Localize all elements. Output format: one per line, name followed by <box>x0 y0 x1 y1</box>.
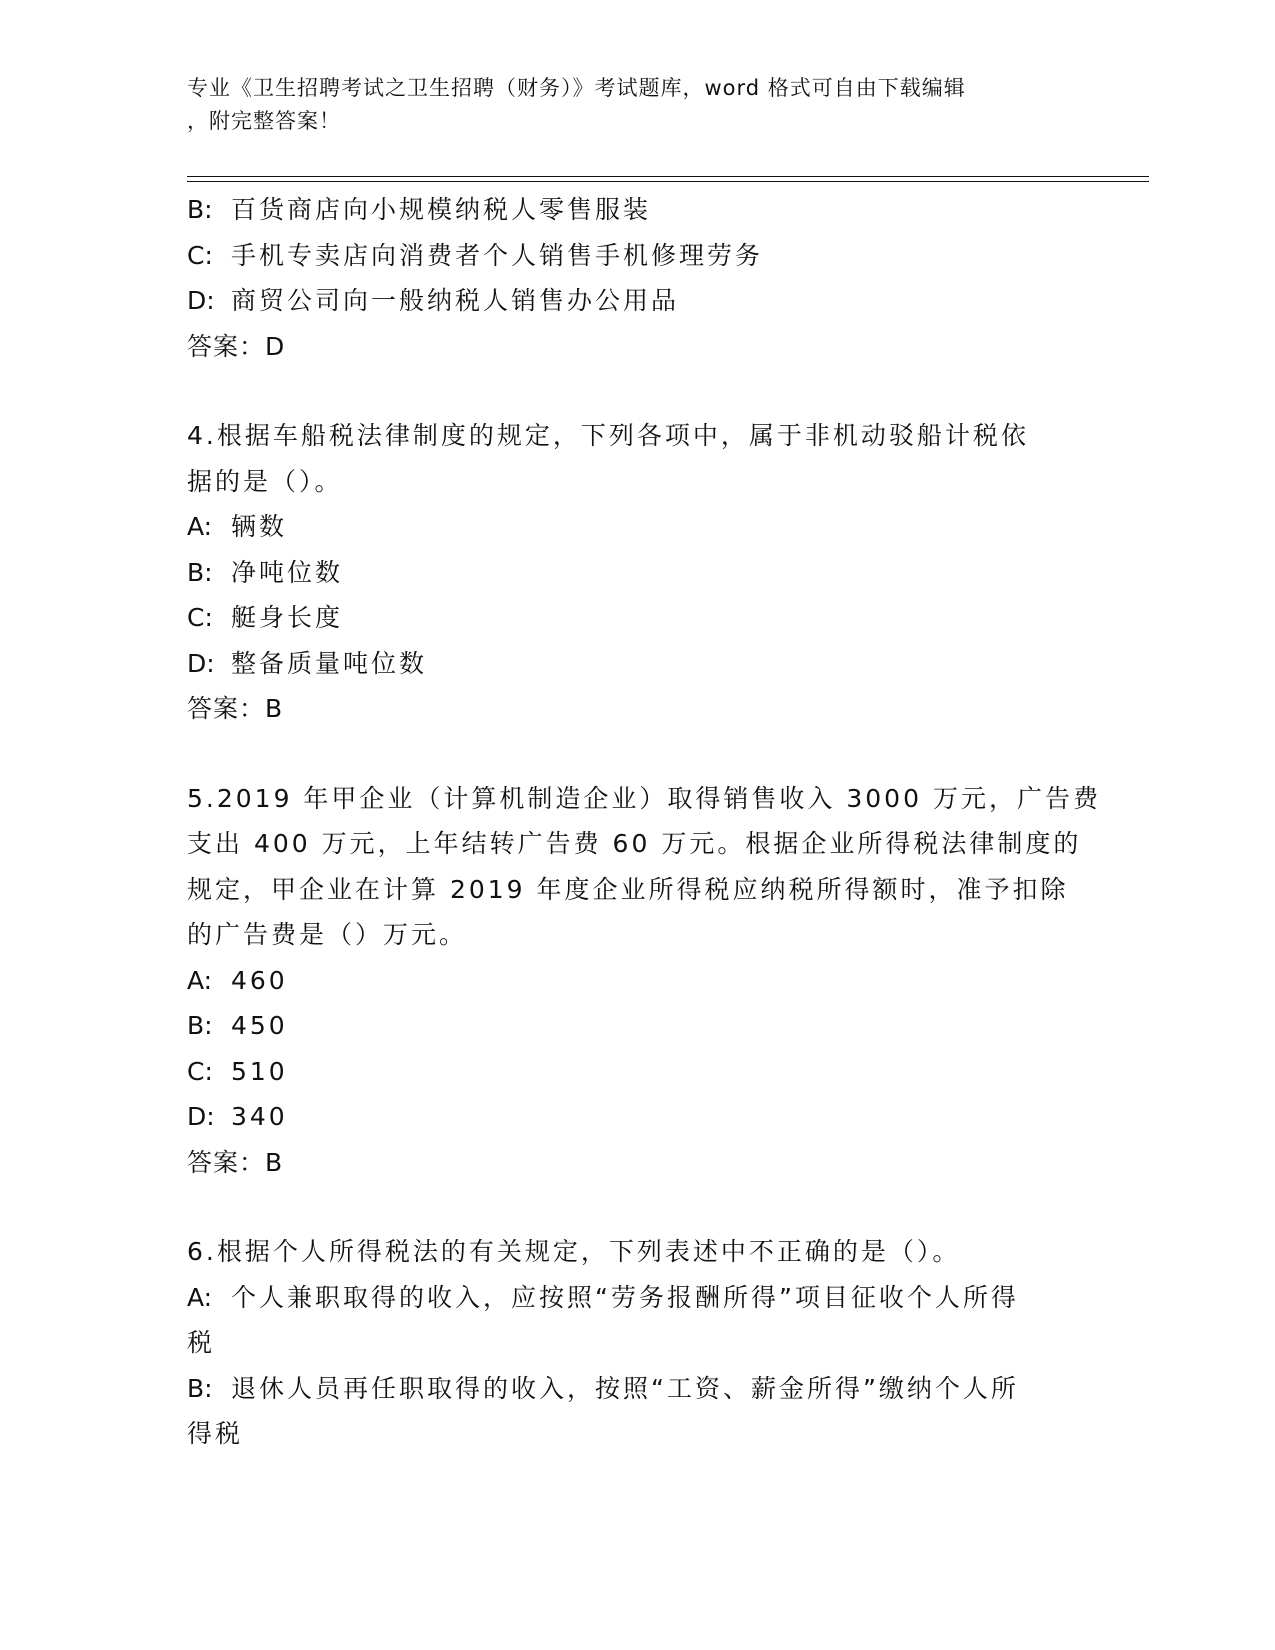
question-content <box>187 187 1101 1457</box>
q3-option-b <box>187 187 1087 233</box>
q5-option-b <box>187 1003 1087 1049</box>
header-line-1: 专业《卫生招聘考试之卫生招聘（财务）》考试题库，word 格式可自由下载编辑 <box>187 76 966 100</box>
header-divider-bottom <box>187 181 1149 182</box>
option-text: 退休人员再任职取得的收入，按照“工资、薪金所得”缴纳个人所 <box>231 1373 1019 1403</box>
option-text: 460 <box>231 965 288 995</box>
q5-option-c <box>187 1049 1087 1095</box>
option-label: B: <box>187 1373 213 1403</box>
option-label: D: <box>187 1102 215 1131</box>
q6-option-b-line-2: 得税 <box>187 1419 244 1448</box>
option-text: 艇身长度 <box>231 603 344 632</box>
option-label: B: <box>187 557 213 587</box>
q6-option-a-line-2: 税 <box>187 1328 216 1357</box>
header-divider-top <box>187 176 1149 177</box>
q5-option-d <box>187 1094 1087 1140</box>
q4-stem-line-1: 4.根据车船税法律制度的规定，下列各项中，属于非机动驳船计税依 <box>187 421 1029 450</box>
q4-option-b <box>187 550 1087 596</box>
spacer <box>187 369 1087 413</box>
q5-option-a <box>187 958 1087 1004</box>
q4-answer: 答案：B <box>187 694 284 723</box>
q4-stem-line-2: 据的是（）。 <box>187 466 343 496</box>
option-text: 450 <box>231 1011 288 1040</box>
option-label: A: <box>187 965 213 995</box>
option-text: 辆数 <box>231 512 288 541</box>
option-label: B: <box>187 1011 213 1040</box>
q4-option-a <box>187 504 1087 550</box>
option-label: C: <box>187 240 213 270</box>
option-text: 商贸公司向一般纳税人销售办公用品 <box>231 286 680 315</box>
option-label: D: <box>187 286 215 315</box>
option-label: B: <box>187 195 213 224</box>
option-text: 340 <box>231 1102 288 1131</box>
q6-stem-line-1: 6.根据个人所得税法的有关规定，下列表述中不正确的是（）。 <box>187 1237 961 1266</box>
option-text: 手机专卖店向消费者个人销售手机修理劳务 <box>231 240 764 270</box>
option-label: A: <box>187 512 213 541</box>
spacer <box>187 732 1087 776</box>
option-text: 百货商店向小规模纳税人零售服装 <box>231 195 652 224</box>
option-text: 净吨位数 <box>231 557 344 587</box>
q6-option-b-line-1 <box>187 1366 1087 1412</box>
q5-stem-line-3: 规定，甲企业在计算 2019 年度企业所得税应纳税所得额时，准予扣除 <box>187 874 1069 904</box>
option-label: A: <box>187 1282 213 1312</box>
option-label: C: <box>187 1056 213 1086</box>
q5-answer: 答案：B <box>187 1147 284 1177</box>
q5-stem-line-2: 支出 400 万元，上年结转广告费 60 万元。根据企业所得税法律制度的 <box>187 829 1082 858</box>
q3-option-c <box>187 233 1087 279</box>
option-label: C: <box>187 603 213 632</box>
option-text: 整备质量吨位数 <box>231 648 428 678</box>
q6-option-a-line-1 <box>187 1275 1087 1321</box>
q3-answer: 答案：D <box>187 331 286 361</box>
q4-option-c <box>187 595 1087 641</box>
document-header <box>187 72 1087 138</box>
header-line-2: ，附完整答案！ <box>187 109 341 133</box>
q5-stem-line-4: 的广告费是（）万元。 <box>187 920 468 949</box>
spacer <box>187 1185 1087 1229</box>
option-label: D: <box>187 648 215 678</box>
q3-option-d <box>187 278 1087 324</box>
option-text: 个人兼职取得的收入，应按照“劳务报酬所得”项目征收个人所得 <box>231 1282 1019 1312</box>
q5-stem-line-1: 5.2019 年甲企业（计算机制造企业）取得销售收入 3000 万元，广告费 <box>187 783 1101 813</box>
q4-option-d <box>187 641 1087 687</box>
option-text: 510 <box>231 1056 288 1086</box>
